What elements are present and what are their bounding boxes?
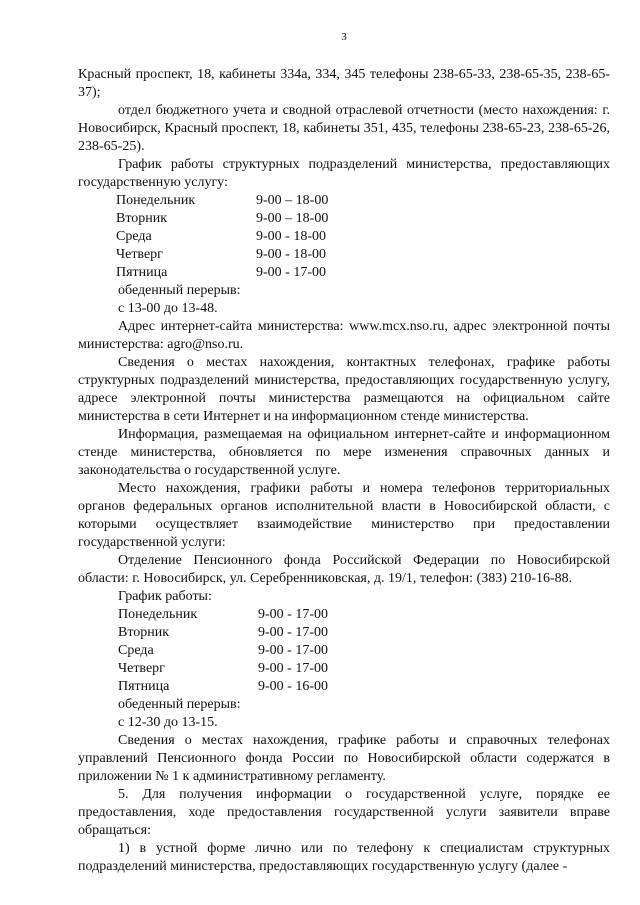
schedule-time: 9-00 – 18-00 <box>256 211 329 226</box>
paragraph-info-update: Информация, размещаемая на официальном интернет-сайте и информационном стенде министерства, обновляется по мере изменения справочных данных и законодательства о государственной услуге. <box>78 427 610 478</box>
schedule-row <box>118 678 328 696</box>
paragraph-pension-offices: Сведения о местах нахождения, графике работы и справочных телефонах управлений Пенсионного фонда России по Новосибирской области содержатся в приложении № 1 к административному регламенту. <box>78 733 610 784</box>
schedule2-label: График работы: <box>118 589 212 604</box>
schedule-time: 9-00 - 16-00 <box>258 679 328 694</box>
schedule-day: Среда <box>118 643 154 658</box>
schedule-table-ministry <box>116 192 328 282</box>
schedule-day: Вторник <box>116 211 168 226</box>
schedule-row <box>116 192 328 210</box>
schedule-time: 9-00 - 17-00 <box>258 661 328 676</box>
schedule-day: Вторник <box>118 625 170 640</box>
schedule-row <box>118 642 328 660</box>
schedule-row <box>116 228 328 246</box>
schedule-row <box>118 624 328 642</box>
schedule-day: Понедельник <box>116 193 196 208</box>
schedule-row <box>116 246 328 264</box>
schedule-row <box>116 210 328 228</box>
schedule-time: 9-00 - 17-00 <box>256 265 326 280</box>
paragraph-federal-bodies: Место нахождения, графики работы и номера телефонов территориальных органов федеральных органов исполнительной власти в Новосибирской области, с которыми осуществляет взаимодействие министерство при предоставлении государственной услуги: <box>78 481 610 550</box>
schedule-time: 9-00 - 17-00 <box>258 643 328 658</box>
paragraph-info-placement: Сведения о местах нахождения, контактных телефонах, графике работы структурных подразделений министерства, предоставляющих государственную услугу, адресе электронной почты министерства размещаются на официальном сайте министерства в сети Интернет и на информационном стенде министерства. <box>78 355 610 424</box>
schedule-table-pension <box>118 606 328 696</box>
schedule-time: 9-00 - 17-00 <box>258 625 328 640</box>
lunch-label: обеденный перерыв: <box>118 697 241 712</box>
lunch-time: с 12-30 до 13-15. <box>118 715 218 730</box>
schedule-day: Четверг <box>116 247 163 262</box>
schedule-day: Среда <box>116 229 152 244</box>
schedule-row <box>118 606 328 624</box>
schedule-row <box>116 264 328 282</box>
paragraph-budget-dept: отдел бюджетного учета и сводной отраслевой отчетности (место нахождения: г. Новосибирск, Красный проспект, 18, кабинеты 351, 435, телефоны 238-65-23, 238-65-26, 238-65-25). <box>78 103 610 154</box>
document-page <box>78 30 610 876</box>
paragraph-item-1: 1) в устной форме лично или по телефону к специалистам структурных подразделений министерства, предоставляющих государственную услугу (далее - <box>78 841 610 874</box>
schedule-day: Четверг <box>118 661 165 676</box>
schedule-time: 9-00 - 18-00 <box>256 229 326 244</box>
paragraph-address-cont: Красный проспект, 18, кабинеты 334а, 334, 345 телефоны 238-65-33, 238-65-35, 238-65-37); <box>78 67 610 100</box>
lunch-label: обеденный перерыв: <box>118 283 241 298</box>
schedule-time: 9-00 - 18-00 <box>256 247 326 262</box>
lunch-time: с 13-00 до 13-48. <box>118 301 218 316</box>
schedule-day: Понедельник <box>118 607 198 622</box>
paragraph-pension-fund: Отделение Пенсионного фонда Российской Федерации по Новосибирской области: г. Новосибирск, ул. Серебренниковская, д. 19/1, телефон: (383) 210-16-88. <box>78 553 610 586</box>
schedule-time: 9-00 - 17-00 <box>258 607 328 622</box>
schedule-day: Пятница <box>116 265 168 280</box>
page-number: 3 <box>341 31 347 43</box>
schedule-time: 9-00 – 18-00 <box>256 193 329 208</box>
schedule-day: Пятница <box>118 679 170 694</box>
schedule-row <box>118 660 328 678</box>
paragraph-website: Адрес интернет-сайта министерства: www.mcx.nso.ru, адрес электронной почты министерства: agro@nso.ru. <box>78 319 610 352</box>
paragraph-item-5: 5. Для получения информации о государственной услуге, порядке ее предоставления, ходе предоставления государственной услуги заявители вправе обращаться: <box>78 787 610 838</box>
paragraph-schedule-intro: График работы структурных подразделений министерства, предоставляющих государственную услугу: <box>78 157 610 190</box>
